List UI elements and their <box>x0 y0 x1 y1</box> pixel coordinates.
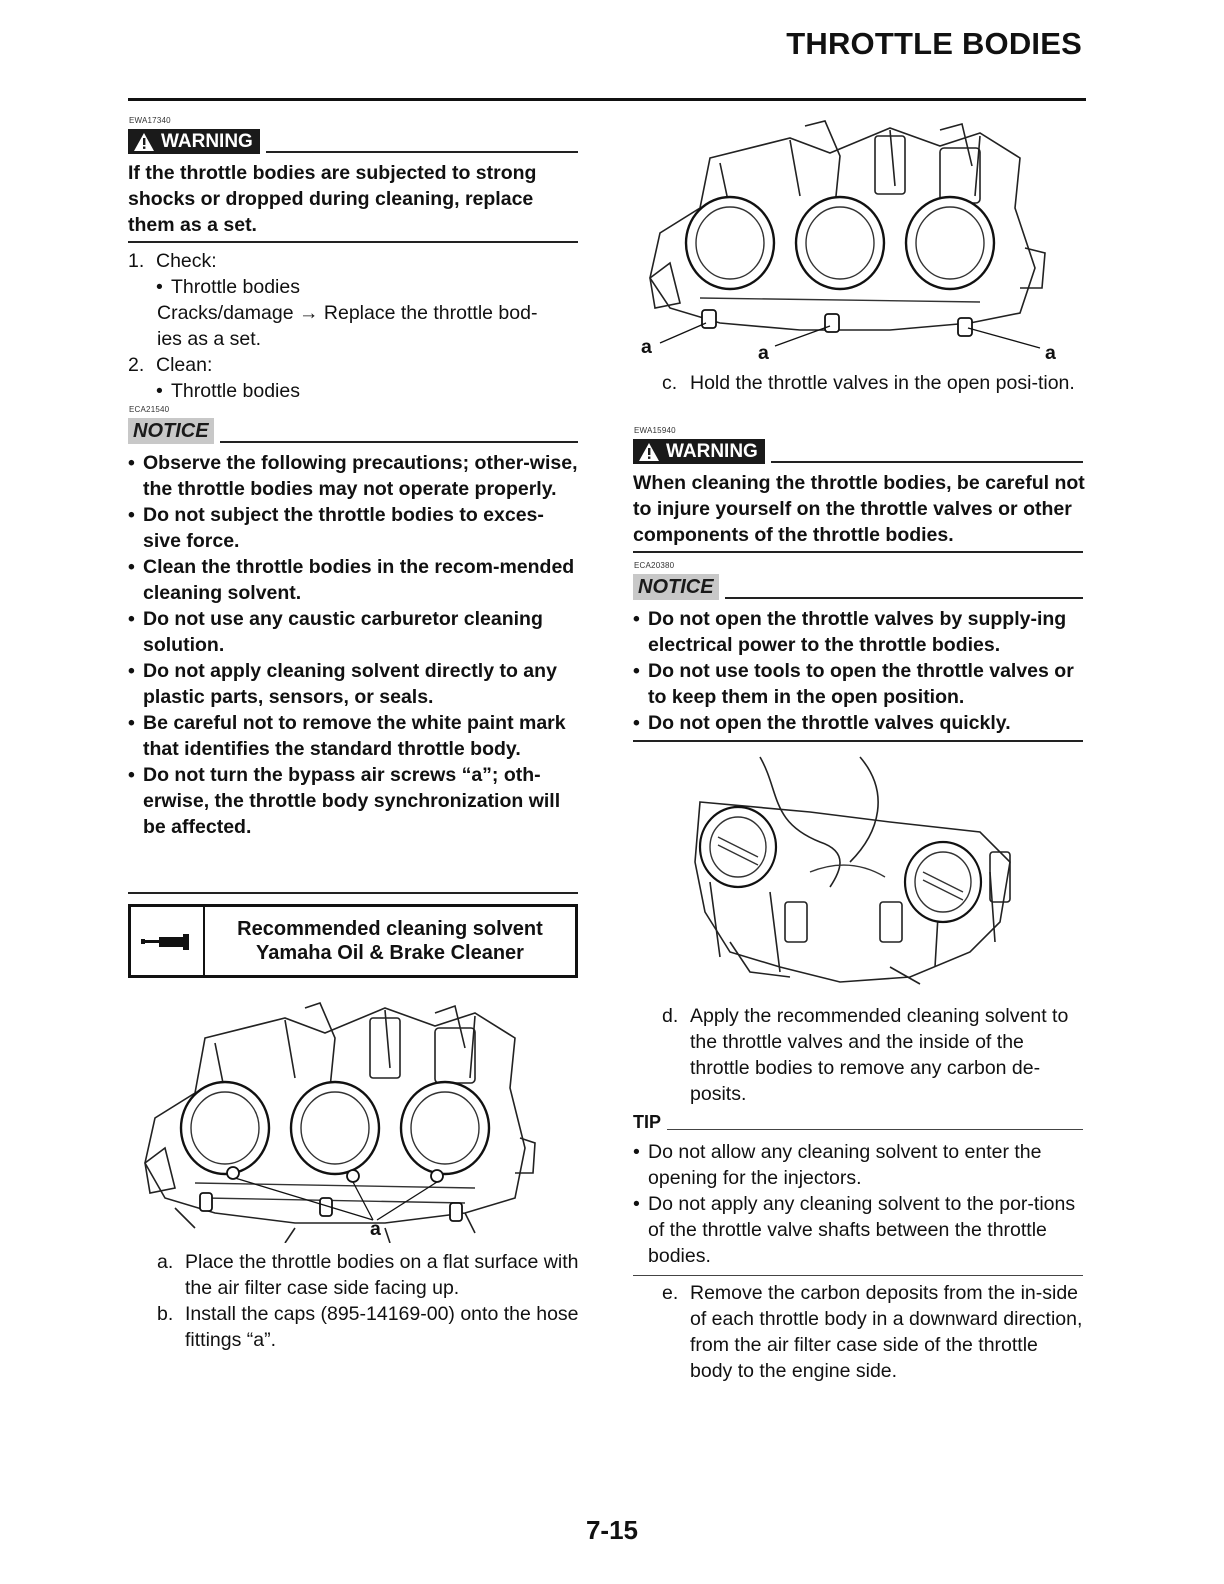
step-d <box>662 1003 1084 1107</box>
warning-badge <box>633 439 765 464</box>
step-1-detail-b: ies as a set. <box>157 328 262 350</box>
spray-can-icon <box>139 930 195 952</box>
step-a <box>157 1249 579 1301</box>
step-c-text: Hold the throttle valves in the open posi-tion. <box>690 372 1075 394</box>
warning-code: EWA17340 <box>129 116 171 125</box>
notice-item: • Do not open the throttle valves by supply-ing electrical power to the throttle bodies. <box>633 606 1085 658</box>
notice-item: • Observe the following precautions; other-wise, the throttle bodies may not operate properly. <box>128 450 580 502</box>
tip-list <box>633 1139 1085 1269</box>
notice-badge: NOTICE <box>128 418 214 444</box>
step-2-label: Clean: <box>156 354 213 376</box>
notice-list <box>633 606 1085 736</box>
warning-code: EWA15940 <box>634 426 676 435</box>
notice-item: • Clean the throttle bodies in the recom-mended cleaning solvent. <box>128 554 580 606</box>
step-a-letter: a. <box>157 1251 174 1273</box>
step-d-text: Apply the recommended cleaning solvent to the throttle valves and the inside of the throttle bodies to remove any carbon de-posits. <box>690 1005 1069 1105</box>
step-e-letter: e. <box>662 1282 679 1304</box>
notice-header <box>128 418 578 444</box>
tip-item: • Do not allow any cleaning solvent to enter the opening for the injectors. <box>633 1139 1085 1191</box>
solvent-icon-cell <box>131 907 205 975</box>
step-b-letter: b. <box>157 1303 174 1325</box>
notice-list <box>128 450 580 840</box>
throttle-bodies-figure-3 <box>690 752 1030 987</box>
notice-item: • Do not use tools to open the throttle valves or to keep them in the open position. <box>633 658 1085 710</box>
tip-end-rule <box>633 1275 1083 1276</box>
step-d-letter: d. <box>662 1005 679 1027</box>
notice-header <box>633 574 1083 600</box>
warning-badge <box>128 129 260 154</box>
notice-rule <box>725 597 1083 599</box>
step-2-number: 2. <box>128 354 145 376</box>
step-2-item: • Throttle bodies <box>156 378 578 404</box>
warning-header <box>128 129 578 154</box>
throttle-bodies-figure-1 <box>135 998 575 1243</box>
step-1-item: • Throttle bodies <box>156 274 578 300</box>
warning-triangle-icon <box>638 442 660 462</box>
header-divider <box>128 98 1086 101</box>
throttle-bodies-figure-2 <box>640 118 1080 350</box>
warning-rule <box>266 151 578 153</box>
notice-item: • Do not use any caustic carburetor cleaning solution. <box>128 606 580 658</box>
step-e-text: Remove the carbon deposits from the in-side of each throttle body in a downward direction, from the air filter case side of the throttle body to the engine side. <box>690 1282 1083 1382</box>
figure-1-label: a <box>370 1218 381 1240</box>
figure-2-label: a <box>641 336 652 358</box>
figure-2-label: a <box>758 342 769 364</box>
notice-item: • Do not apply cleaning solvent directly to any plastic parts, sensors, or seals. <box>128 658 580 710</box>
notice-code: ECA21540 <box>129 405 170 414</box>
notice-item: • Do not open the throttle valves quickly. <box>633 710 1085 736</box>
warning-label: WARNING <box>161 130 253 152</box>
figure-2-label: a <box>1045 342 1056 364</box>
warning-triangle-icon <box>133 132 155 152</box>
step-1-number: 1. <box>128 250 145 272</box>
tip-item: • Do not apply any cleaning solvent to the por-tions of the throttle valve shafts between the throttle bodies. <box>633 1191 1085 1269</box>
tip-label: TIP <box>633 1112 662 1132</box>
tip-header <box>633 1112 1083 1133</box>
warning-text: When cleaning the throttle bodies, be careful not to injure yourself on the throttle valves or other components of the throttle bodies. <box>633 472 1085 546</box>
step-1 <box>128 248 578 404</box>
notice-badge: NOTICE <box>633 574 719 600</box>
step-e <box>662 1280 1084 1384</box>
warning-end-rule <box>128 241 578 243</box>
notice-rule <box>220 441 578 443</box>
step-b <box>157 1301 579 1353</box>
tip-rule <box>667 1129 1083 1130</box>
notice-item: • Be careful not to remove the white paint mark that identifies the standard throttle body. <box>128 710 580 762</box>
warning-text: If the throttle bodies are subjected to strong shocks or dropped during cleaning, replace them as a set. <box>128 162 537 236</box>
solvent-line-2: Yamaha Oil & Brake Cleaner <box>256 942 524 964</box>
solvent-line-1: Recommended cleaning solvent <box>237 918 543 940</box>
page-number: 7-15 <box>585 1515 639 1545</box>
warning-label: WARNING <box>666 440 758 462</box>
step-1-label: Check: <box>156 250 217 272</box>
warning-end-rule <box>633 551 1083 553</box>
step-b-text: Install the caps (895-14169-00) onto the hose fittings “a”. <box>185 1303 579 1351</box>
notice-item: • Do not subject the throttle bodies to exces-sive force. <box>128 502 580 554</box>
notice-end-rule <box>128 892 578 894</box>
notice-code: ECA20380 <box>634 561 675 570</box>
warning-header <box>633 439 1083 464</box>
step-a-text: Place the throttle bodies on a flat surface with the air filter case side facing up. <box>185 1251 579 1299</box>
warning-rule <box>771 461 1083 463</box>
page-title: THROTTLE BODIES <box>786 26 1082 61</box>
step-c <box>662 370 1082 396</box>
solvent-spec-box <box>128 904 578 978</box>
step-c-letter: c. <box>662 372 678 394</box>
notice-end-rule <box>633 740 1083 742</box>
step-1-detail-a: Cracks/damage → Replace the throttle bod- <box>157 302 538 324</box>
notice-item: • Do not turn the bypass air screws “a”; oth-erwise, the throttle body synchronization will be affected. <box>128 762 580 840</box>
